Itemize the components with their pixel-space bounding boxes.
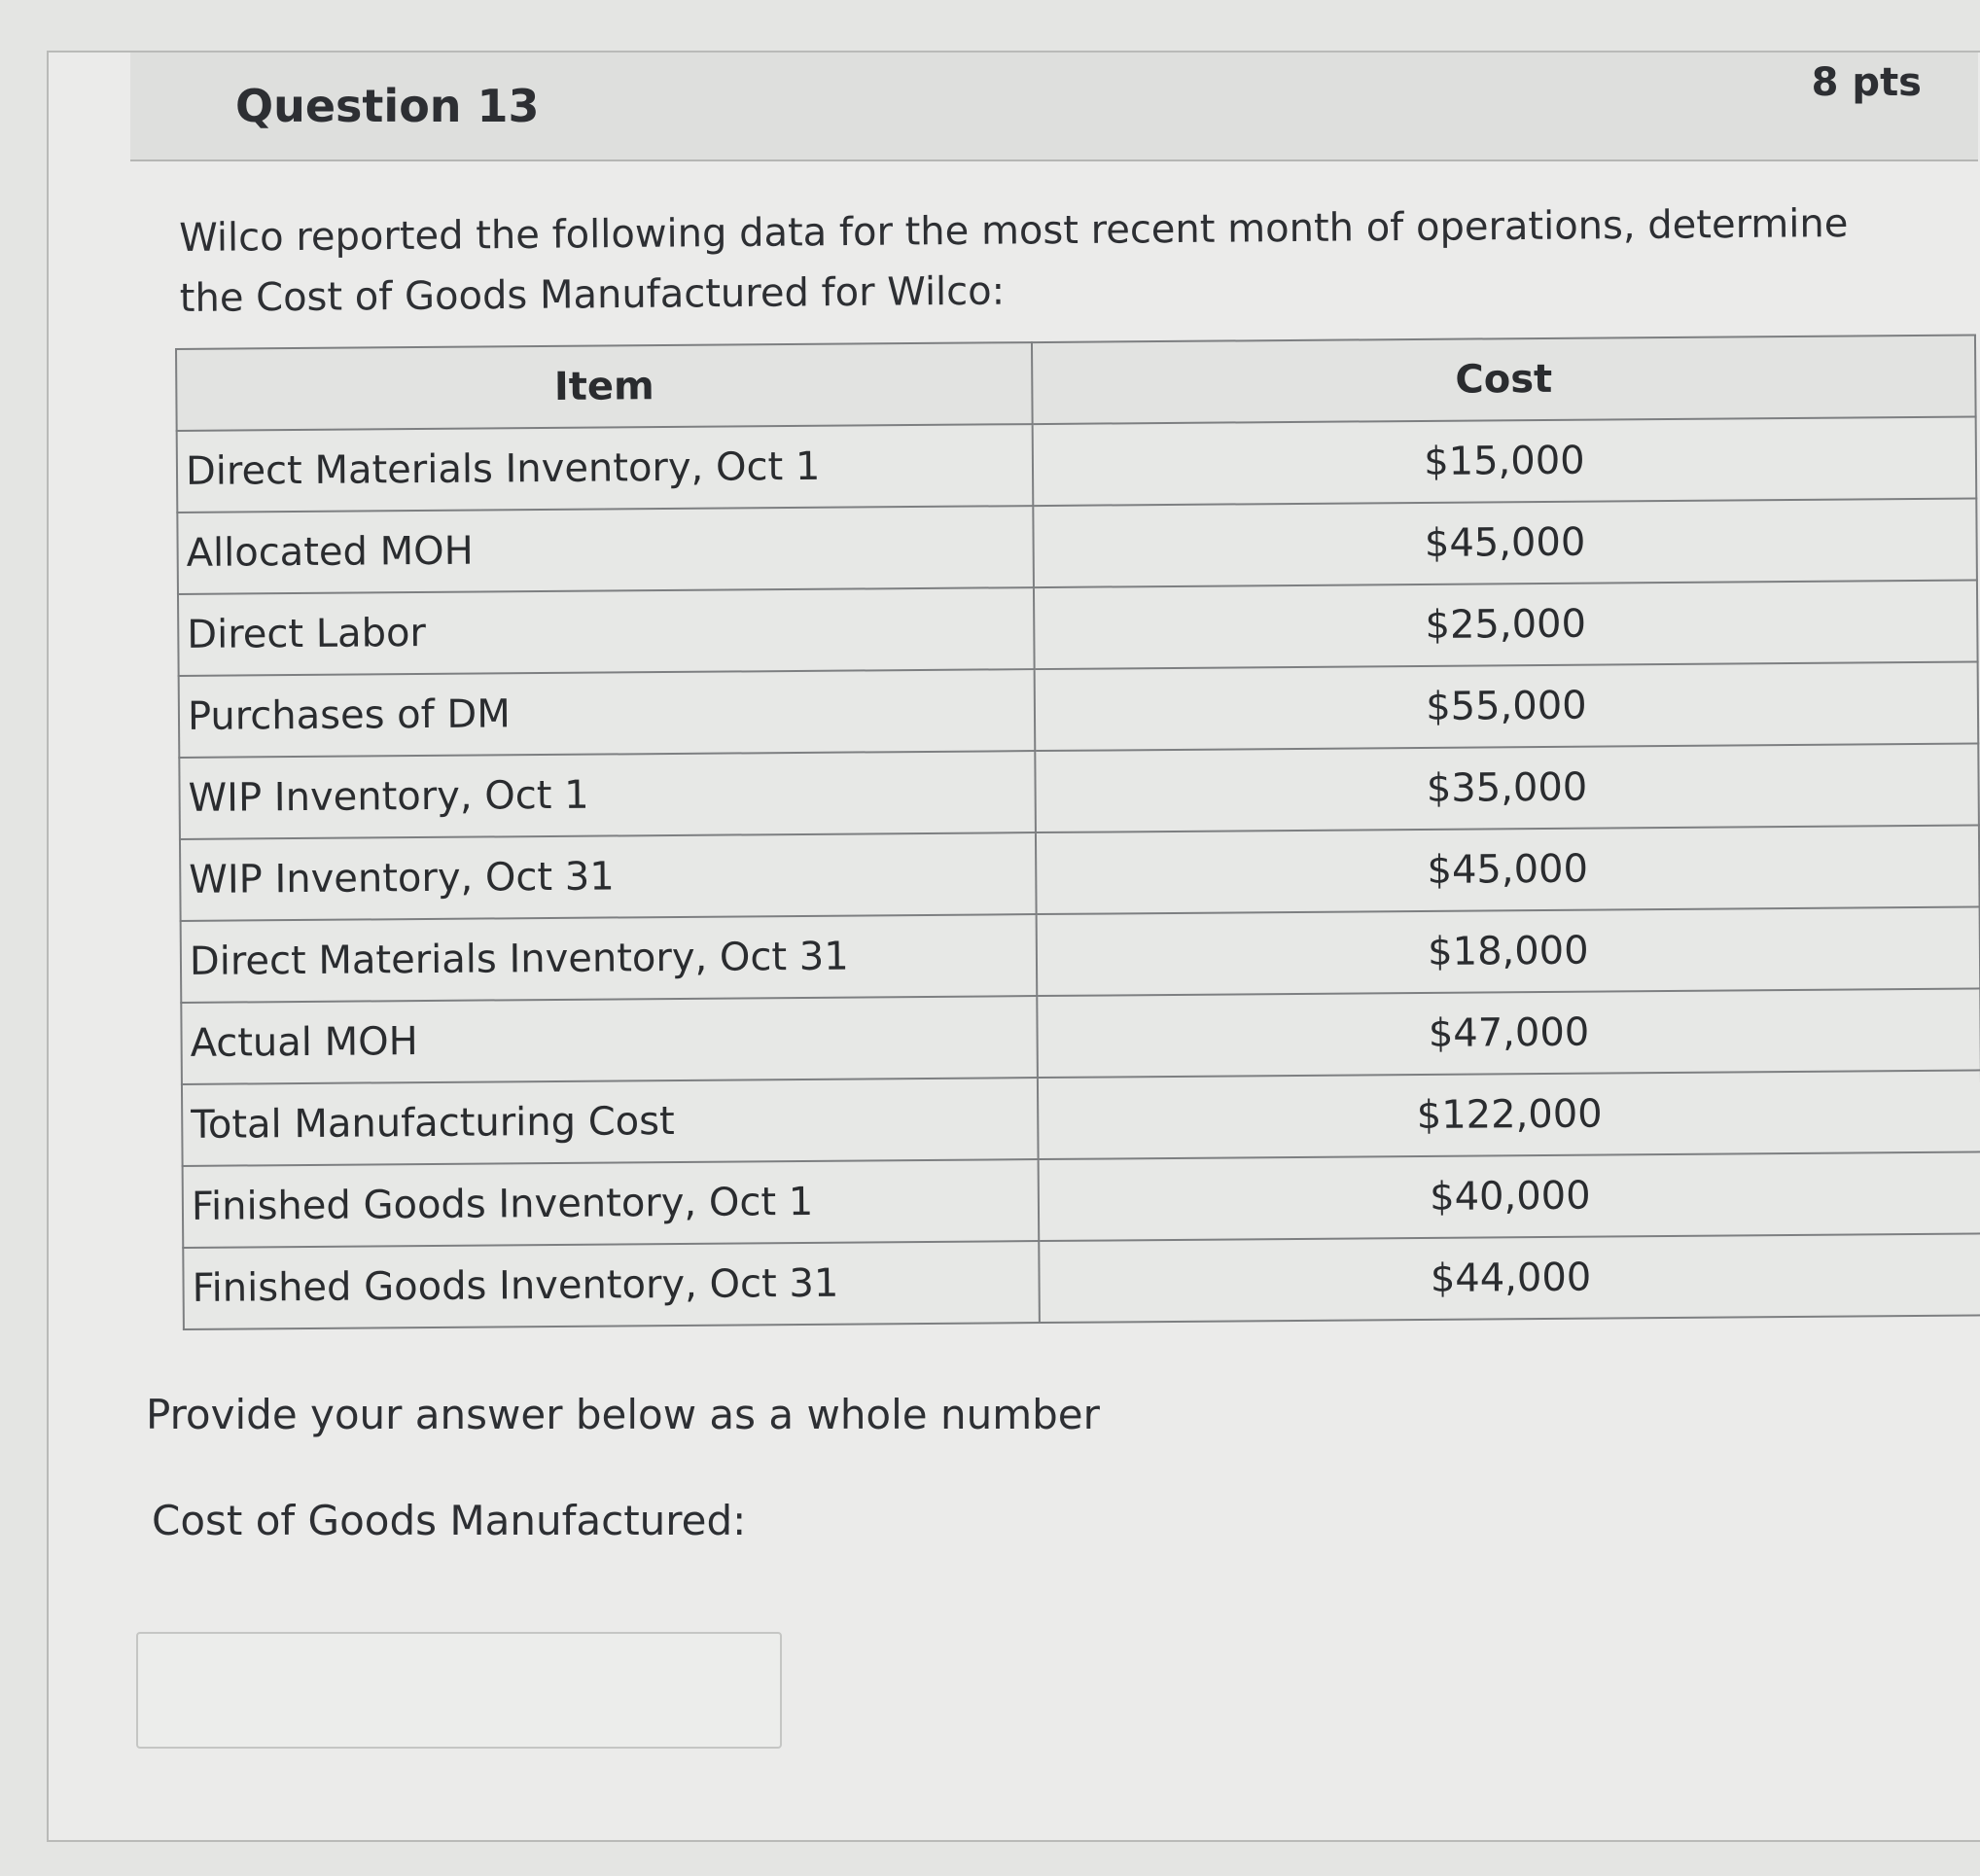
table-cell-item: Direct Materials Inventory, Oct 1	[177, 424, 1034, 513]
table-cell-cost: $45,000	[1036, 825, 1980, 914]
table-cell-item: Finished Goods Inventory, Oct 31	[183, 1241, 1040, 1329]
question-prompt: Wilco reported the following data for the most recent month of operations, determine the Cost of Goods Manufactured for Wilco:	[179, 201, 1849, 321]
table-cell-item: Finished Goods Inventory, Oct 1	[183, 1159, 1040, 1248]
table-row	[179, 661, 1979, 758]
table-cell-cost: $18,000	[1037, 906, 1980, 996]
table-row	[181, 906, 1980, 1003]
question-body	[146, 201, 1910, 1749]
table-cell-cost: $44,000	[1039, 1233, 1980, 1323]
table-row	[181, 988, 1980, 1084]
table-header-item: Item	[176, 342, 1033, 431]
table-cell-item: Direct Materials Inventory, Oct 31	[181, 914, 1038, 1003]
table-header-row	[176, 335, 1976, 431]
question-points: 8 pts	[1811, 60, 1922, 105]
table-row	[180, 825, 1980, 921]
table-cell-cost: $55,000	[1035, 661, 1979, 751]
table-row	[183, 1233, 1980, 1329]
table-cell-item: Allocated MOH	[177, 506, 1034, 594]
table-row	[182, 1070, 1980, 1166]
table-cell-item: Total Manufacturing Cost	[182, 1078, 1039, 1166]
table-row	[177, 498, 1977, 594]
answer-label: Cost of Goods Manufactured:	[152, 1497, 747, 1544]
table-cell-cost: $45,000	[1033, 498, 1977, 587]
data-table	[175, 334, 1980, 1330]
table-cell-cost: $25,000	[1034, 580, 1978, 669]
table-cell-item: Actual MOH	[181, 996, 1038, 1084]
question-title: Question 13	[235, 80, 540, 132]
table-header-cost: Cost	[1032, 335, 1976, 424]
question-header	[130, 53, 1978, 161]
table-cell-cost: $122,000	[1038, 1070, 1980, 1159]
table-cell-item: Direct Labor	[178, 587, 1035, 676]
table-cell-cost: $47,000	[1037, 988, 1980, 1078]
table-cell-item: Purchases of DM	[179, 669, 1036, 758]
table-row	[183, 1151, 1980, 1248]
table-cell-item: WIP Inventory, Oct 1	[179, 751, 1036, 839]
question-card	[47, 51, 1980, 1842]
table-cell-item: WIP Inventory, Oct 31	[180, 832, 1037, 921]
table-cell-cost: $35,000	[1035, 743, 1979, 832]
answer-input[interactable]	[136, 1632, 782, 1749]
answer-instruction: Provide your answer below as a whole number	[146, 1391, 1100, 1438]
table-row	[177, 416, 1977, 513]
table-cell-cost: $15,000	[1033, 416, 1977, 506]
table-row	[178, 580, 1978, 676]
table-cell-cost: $40,000	[1039, 1151, 1980, 1241]
table-row	[179, 743, 1979, 839]
